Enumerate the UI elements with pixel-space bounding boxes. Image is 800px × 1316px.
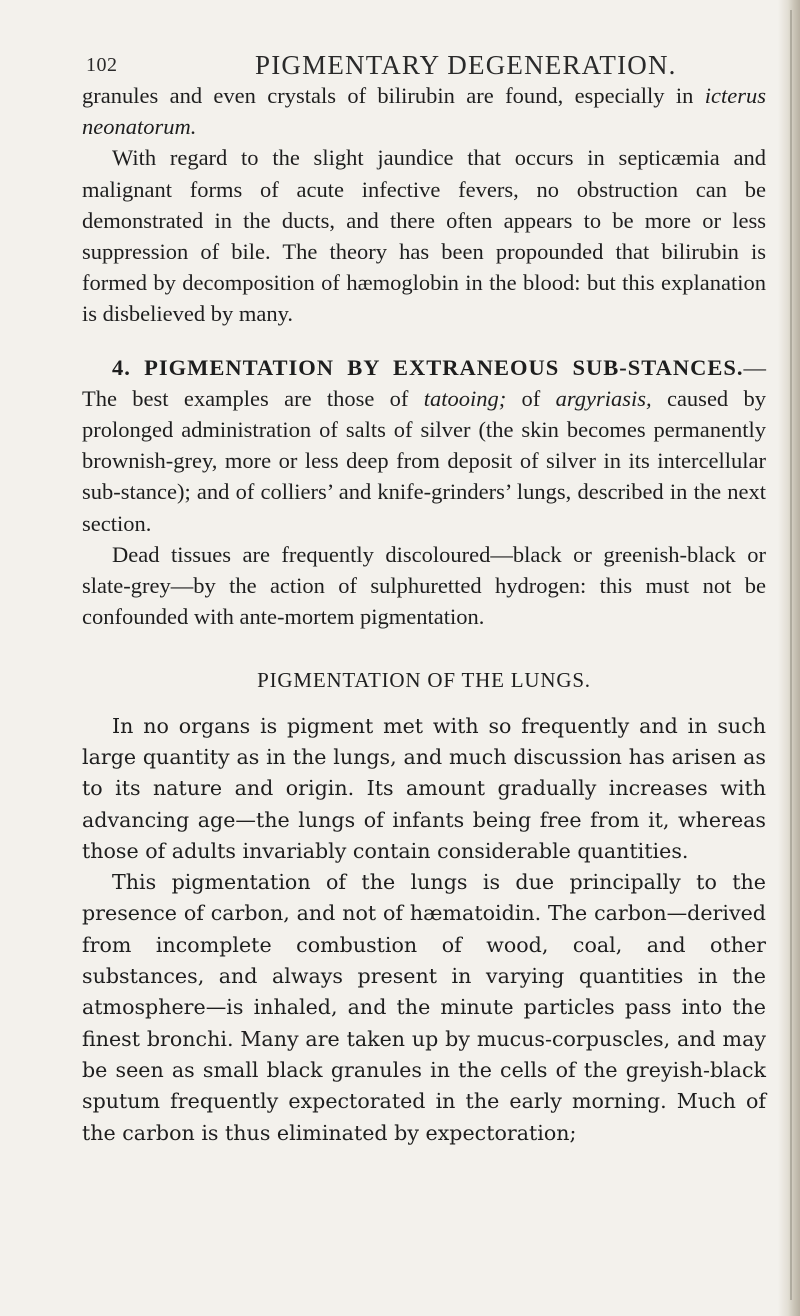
- paragraph-jaundice: With regard to the slight jaundice that occurs in septicæmia and malignant forms of acute infective fevers, no obstruction can be demonstrated in the ducts, and there often appears to be more or less suppression of bile. The theory has been propounded that bilirubin is formed by decomposition of hæmoglobin in the blood: but this explanation is disbelieved by many.: [82, 145, 766, 327]
- paragraph-dead-tissues: Dead tissues are frequently discoloured—black or greenish-black or slate-grey—by the action of sulphuretted hydrogen: this must not be confounded with ante-mortem pigmentation.: [82, 541, 766, 630]
- paragraph-continuation: [82, 80, 766, 142]
- section-4-tatooing: tatooing;: [423, 385, 507, 411]
- section-4-title: 4. PIGMENTATION BY EXTRANEOUS SUB-STANCES.: [112, 354, 744, 380]
- section-4-argyriasis: argyriasis,: [555, 385, 652, 411]
- paragraph-continuation-italic: icterus neonatorum.: [82, 83, 766, 140]
- section-4-text-a: —The best examples are those of: [82, 354, 766, 411]
- running-head: PIGMENTARY DEGENERATION.: [255, 50, 677, 80]
- lungs-paragraph-2: This pigmentation of the lungs is due principally to the presence of carbon, and not of hæmatoidin. The carbon—derived from incomplete combustion of wood, coal, and other substances, and always present in varying quantities in the atmosphere—is inhaled, and the minute particles pass into the finest bronchi. Many are taken up by mucus-corpuscles, and may be seen as small black granules in the cells of the greyish-black sputum frequently expectorated in the early morning. Much of the carbon is thus eliminated by expectoration;: [82, 870, 766, 1145]
- lungs-paragraph-1: In no organs is pigment met with so frequently and in such large quantity as in the lungs, and much discussion has arisen as to its nature and origin. Its amount gradually increases with advancing age—the lungs of infants being free from it, whereas those of adults invariably contain considerable quantities.: [82, 713, 766, 863]
- page-number: 102: [86, 54, 118, 76]
- page-edge-line: [790, 10, 792, 1300]
- section-4-text-b: of: [506, 385, 556, 411]
- page-edge-shadow: [778, 0, 800, 1316]
- lungs-section: [82, 711, 766, 1149]
- paragraph-continuation-text: granules and even crystals of bilirubin are found, especially in: [82, 83, 705, 108]
- section-4: [82, 352, 766, 539]
- lungs-heading: PIGMENTATION OF THE LUNGS.: [257, 668, 591, 693]
- body-text: [82, 80, 766, 1149]
- section-4-text-c: caused by prolonged administration of salts of silver (the skin becomes permanently brownish-grey, more or less deep from deposit of silver in its intercellular sub-stance); and of colliers’ and knife-grinders’ lungs, described in the next section.: [82, 385, 766, 536]
